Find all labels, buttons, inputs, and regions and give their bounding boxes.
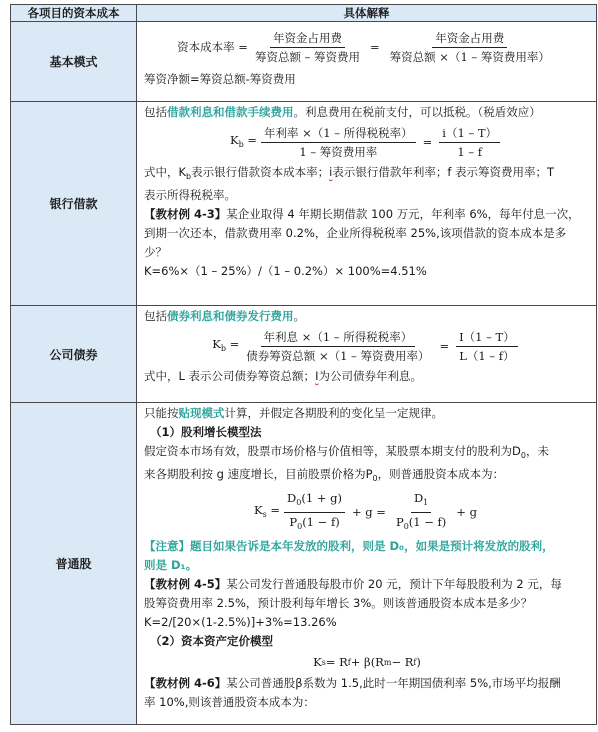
- numerator: $D_0(1 + g)$: [284, 490, 345, 513]
- fraction: [252, 30, 363, 65]
- numerator: 年资金占用费: [432, 30, 507, 48]
- row-content-common-stock: [137, 403, 597, 725]
- text: 包括: [144, 105, 167, 119]
- bank-example-line3: 少？: [144, 245, 167, 259]
- stock-example2-line2: 率 10%,则该普通股资本成本为：: [144, 695, 315, 709]
- net-financing-note: 筹资净额=筹资总额-筹资费用: [144, 72, 296, 86]
- formula-lhs: $K_s$ =: [254, 503, 281, 519]
- attention-note-line2: 则是 D₁。: [144, 558, 198, 572]
- fraction: [439, 125, 500, 160]
- stock-assumption-line1: 假定资本市场有效，股票市场价格与价值相等，某股票本期支付的股利为$D_0$，未: [144, 444, 549, 460]
- fraction: [456, 329, 518, 364]
- highlight-text: 债券利息和债券发行费用: [167, 309, 294, 323]
- table-header-row: [11, 5, 597, 22]
- numerator: $D_1$: [411, 490, 431, 513]
- denominator: 1 – 筹资费用率: [299, 145, 378, 159]
- stock-intro: 只能按贴现模式计算，并假定各期股利的变化呈一定规律。: [144, 406, 443, 420]
- denominator: $P_0(1 - f)$: [289, 515, 340, 531]
- table-row-basic: [11, 22, 597, 102]
- row-content-basic: [137, 22, 597, 102]
- bank-definition-line2: 表示所得税税率。: [144, 188, 236, 202]
- formula-lhs: $K_b$ =: [229, 133, 257, 149]
- fraction: [393, 490, 449, 535]
- table-row-common-stock: [11, 403, 597, 725]
- stock-example1-line1: 【教材例 4-5】某公司发行普通股每股市价 20 元，预计下年每股股利为 2 元，每: [144, 577, 562, 591]
- row-label-common-stock: 普通股: [11, 403, 137, 725]
- header-explanation: 具体解释: [137, 5, 597, 22]
- highlight-text: 借款利息和借款手续费用: [167, 105, 294, 119]
- text: 。利息费用在税前支付，可以抵税。（税盾效应）: [293, 105, 541, 119]
- formula-bank: [144, 125, 590, 160]
- denominator: L（1 – f）: [459, 349, 515, 363]
- row-label-bond: 公司债券: [11, 306, 137, 403]
- fraction: [284, 490, 345, 535]
- denominator: $P_0(1 - f)$: [395, 515, 447, 531]
- formula-capm: K s = R f + β(R m − R f ): [313, 655, 421, 669]
- formula-basic: [144, 30, 590, 65]
- bank-example-line1: 【教材例 4-3】某企业取得 4 年期长期借款 100 万元，年利率 6%，每年付息一次，: [144, 207, 580, 221]
- stock-assumption-line2: 来各期股利按 g 速度增长，目前股票价格为$P_0$，则普通股资本成本为：: [144, 467, 505, 483]
- bank-definition-line1: 式中，$K_b$表示银行借款资本成本率；i表示银行借款年利率；f 表示筹资费用率；T: [144, 165, 555, 181]
- stock-example2-line1: 【教材例 4-6】某公司普通股β系数为 1.5,此时一年期国债利率 5%,市场平均报酬: [144, 676, 561, 690]
- table-row-bond: [11, 306, 597, 403]
- formula-dividend-growth: [144, 490, 590, 535]
- formula-lhs: $K_b$ =: [212, 337, 240, 353]
- equals-sign: =: [439, 339, 450, 353]
- row-content-bond: [137, 306, 597, 403]
- capm-heading: （2）资本资产定价模型: [150, 634, 274, 648]
- attention-note-line1: 【注意】题目如果告诉是本年发放的股利，则是 D₀，如果是预计将发放的股利，: [144, 539, 554, 553]
- bank-example-line2: 到期一次还本，借款费用率 0.2%，企业所得税税率 25%,该项借款的资本成本是多: [144, 226, 567, 240]
- plus-g: + g =: [351, 505, 386, 519]
- bond-intro: 包括债券利息和债券发行费用。: [144, 309, 305, 323]
- denominator: 债券筹资总额 ×（1 – 筹资费用率）: [246, 349, 430, 363]
- formula-bond: [144, 329, 590, 364]
- plus-g: + g: [456, 505, 477, 519]
- stock-answer1: K=2/[20×(1-2.5%)]+3%=13.26%: [144, 615, 337, 629]
- capital-cost-table: [10, 4, 597, 725]
- equals-sign: =: [422, 135, 433, 149]
- equals-sign: =: [370, 40, 380, 54]
- fraction: [387, 30, 553, 65]
- numerator: I（1 – T）: [456, 329, 518, 347]
- row-content-bank-loan: [137, 102, 597, 306]
- denominator: 筹资总额 – 筹资费用: [254, 50, 361, 64]
- bank-intro: [144, 103, 590, 122]
- numerator: 年资金占用费: [270, 30, 345, 48]
- fraction: [243, 329, 432, 364]
- stock-example1-line2: 股筹资费用率 2.5%，预计股利每年增长 3%。则该普通股资本成本是多少？: [144, 596, 533, 610]
- highlight-text: 贴现模式: [178, 406, 225, 420]
- dividend-growth-heading: （1）股利增长模型法: [150, 425, 262, 439]
- denominator: 筹资总额 ×（1 – 筹资费用率）: [389, 50, 550, 64]
- fraction: [261, 125, 416, 160]
- header-item: 各项目的资本成本: [11, 5, 137, 22]
- row-label-basic: 基本模式: [11, 22, 137, 102]
- denominator: 1 – f: [457, 145, 482, 159]
- formula-lhs: 资本成本率 =: [177, 40, 248, 54]
- bond-definition: 式中，L 表示公司债券筹资总额；I为公司债券年利息。: [144, 369, 422, 383]
- numerator: i（1 – T）: [439, 125, 500, 143]
- numerator: 年利息 ×（1 – 所得税税率）: [261, 329, 416, 347]
- row-label-bank-loan: 银行借款: [11, 102, 137, 306]
- bank-answer: K=6%×（1 – 25%）/（1 – 0.2%）× 100%=4.51%: [144, 264, 427, 278]
- numerator: 年利率 ×（1 – 所得税税率）: [261, 125, 416, 143]
- table-row-bank-loan: [11, 102, 597, 306]
